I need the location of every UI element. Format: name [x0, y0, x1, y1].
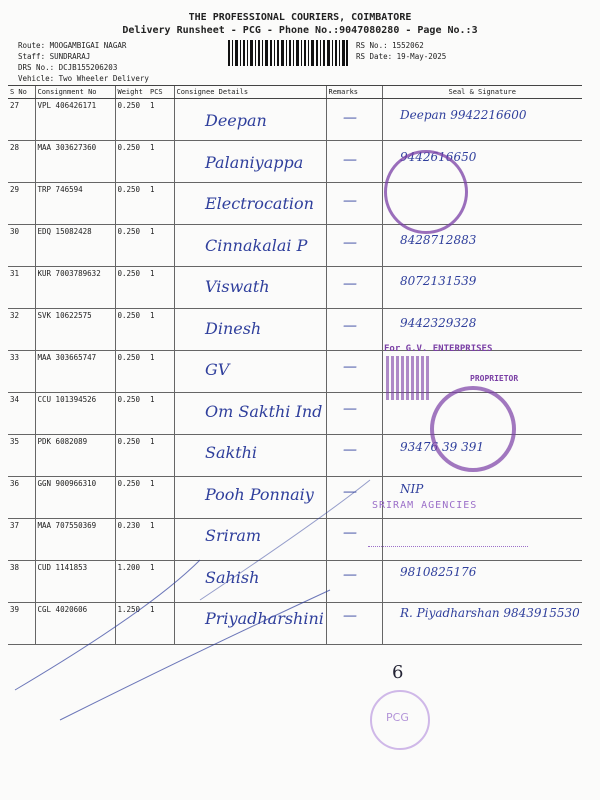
- weight: 0.250: [115, 309, 148, 351]
- consignment-no: TRP 746594: [35, 183, 115, 225]
- row-sno: 29: [8, 183, 35, 225]
- weight: 0.250: [115, 351, 148, 393]
- row-sno: 28: [8, 141, 35, 183]
- consignee-handwriting: Palaniyappa: [205, 152, 304, 172]
- consignment-no: MAA 303627360: [35, 141, 115, 183]
- runsheet-subtitle: Delivery Runsheet - PCG - Phone No.:9047080280 - Page No.:3: [122, 25, 478, 36]
- pieces: 1: [148, 435, 174, 477]
- table-header-row: [8, 86, 582, 99]
- consignment-no: CGL 4020606: [35, 603, 115, 645]
- col-sno: S No: [8, 86, 35, 99]
- col-weight: Weight: [115, 86, 148, 99]
- remark-dash: —: [343, 400, 357, 417]
- remark-dash: —: [343, 608, 357, 624]
- col-remarks: Remarks: [326, 86, 382, 99]
- col-consignment: Consignment No: [35, 86, 115, 99]
- rs-date: RS Date: 19-May-2025: [356, 52, 447, 61]
- row-sno: 39: [8, 603, 35, 645]
- consignment-no: GGN 900966310: [35, 477, 115, 519]
- signature-handwriting: 9442616650: [400, 149, 477, 164]
- signature-handwriting: R. Piyadharshan 9843915530: [400, 606, 580, 620]
- sriram-stamp-box: [368, 496, 528, 547]
- consignee-handwriting: Sakthi: [205, 443, 258, 462]
- weight: 0.250: [115, 267, 148, 309]
- row-sno: 31: [8, 267, 35, 309]
- row-sno: 35: [8, 435, 35, 477]
- remark-dash: —: [343, 317, 357, 334]
- company-name: THE PROFESSIONAL COURIERS, COIMBATORE: [188, 12, 412, 23]
- ge-stamp-block: [386, 356, 430, 400]
- table-row: [8, 351, 582, 393]
- consignment-no: MAA 707550369: [35, 519, 115, 561]
- barcode: [228, 40, 348, 66]
- row-sno: 32: [8, 309, 35, 351]
- row-sno: 33: [8, 351, 35, 393]
- pieces: 1: [148, 183, 174, 225]
- consignee-handwriting: Priyadharshini: [205, 609, 324, 628]
- proprietor-stamp-text: PROPRIETOR: [470, 374, 519, 383]
- weight: 0.250: [115, 183, 148, 225]
- vehicle-label: Vehicle: Two Wheeler Delivery: [18, 74, 149, 83]
- consignment-no: VPL 406426171: [35, 99, 115, 141]
- col-pcs: PCS: [148, 86, 174, 99]
- weight: 0.250: [115, 435, 148, 477]
- consignee-handwriting: Deepan: [205, 111, 267, 130]
- page-mark: 6: [392, 662, 404, 683]
- pieces: 1: [148, 351, 174, 393]
- consignment-no: CUD 1141853: [35, 561, 115, 603]
- consignee-cell: [174, 351, 326, 393]
- pieces: 1: [148, 309, 174, 351]
- remark-dash: —: [343, 151, 357, 168]
- pieces: 1: [148, 477, 174, 519]
- ge-stamp-text: For G.V. ENTERPRISES: [384, 344, 493, 354]
- consignment-no: SVK 10622575: [35, 309, 115, 351]
- signature-handwriting: 8072131539: [400, 274, 477, 288]
- table-row: [8, 561, 582, 603]
- consignee-handwriting: Pooh Ponnaiy: [205, 484, 314, 504]
- remark-dash: —: [343, 276, 357, 292]
- weight: 0.250: [115, 141, 148, 183]
- weight: 0.230: [115, 519, 148, 561]
- consignee-handwriting: Electrocation: [205, 194, 314, 213]
- route-label: Route: MOOGAMBIGAI NAGAR: [18, 41, 127, 50]
- consignment-no: EDQ 15082428: [35, 225, 115, 267]
- table-row: [8, 267, 582, 309]
- weight: 0.250: [115, 477, 148, 519]
- pieces: 1: [148, 99, 174, 141]
- remark-dash: —: [343, 193, 357, 209]
- row-sno: 37: [8, 519, 35, 561]
- consignment-no: MAA 303665747: [35, 351, 115, 393]
- consignment-no: KUR 7003789632: [35, 267, 115, 309]
- row-sno: 36: [8, 477, 35, 519]
- remark-dash: —: [343, 359, 357, 375]
- remark-dash: —: [343, 234, 357, 251]
- signature-handwriting: Deepan 9942216600: [400, 108, 527, 122]
- consignee-handwriting: GV: [205, 360, 230, 379]
- signature-handwriting: 9810825176: [400, 564, 477, 579]
- consignee-handwriting: Sahish: [205, 567, 260, 587]
- consignee-handwriting: Sriram: [205, 526, 262, 545]
- drs-label: DRS No.: DCJB155206203: [18, 63, 118, 72]
- row-sno: 27: [8, 99, 35, 141]
- row-sno: 38: [8, 561, 35, 603]
- pieces: 1: [148, 519, 174, 561]
- signature-handwriting: 93476 39 391: [400, 440, 484, 454]
- remark-dash: —: [343, 525, 357, 541]
- omsakthi-seal-icon: [430, 386, 516, 472]
- rs-number: RS No.: 1552062: [356, 41, 424, 50]
- consignee-handwriting: Dinesh: [205, 318, 262, 338]
- signature-handwriting: 9442329328: [400, 315, 477, 330]
- consignee-handwriting: Viswath: [205, 277, 270, 296]
- remark-dash: —: [343, 110, 357, 126]
- remark-dash: —: [343, 483, 357, 500]
- pieces: 1: [148, 225, 174, 267]
- weight: 0.250: [115, 225, 148, 267]
- pieces: 1: [148, 603, 174, 645]
- table-row: [8, 309, 582, 351]
- col-seal: Seal & Signature: [382, 86, 582, 99]
- signature-handwriting: 8428712883: [400, 232, 477, 247]
- col-consignee: Consignee Details: [174, 86, 326, 99]
- pieces: 1: [148, 393, 174, 435]
- pieces: 1: [148, 141, 174, 183]
- weight: 0.250: [115, 99, 148, 141]
- consignee-handwriting: Cinnakalai P: [205, 235, 308, 255]
- remark-dash: —: [343, 566, 357, 583]
- consignment-no: CCU 101394526: [35, 393, 115, 435]
- consignee-handwriting: Om Sakthi Ind: [205, 401, 323, 421]
- weight: 1.200: [115, 561, 148, 603]
- row-sno: 30: [8, 225, 35, 267]
- row-sno: 34: [8, 393, 35, 435]
- weight: 1.250: [115, 603, 148, 645]
- pcg-stamp-text: PCG: [386, 711, 409, 724]
- staff-label: Staff: SUNDRARAJ: [18, 52, 91, 61]
- pieces: 1: [148, 561, 174, 603]
- remark-dash: —: [343, 442, 357, 458]
- pieces: 1: [148, 267, 174, 309]
- weight: 0.250: [115, 393, 148, 435]
- sriram-stamp-text: SRIRAM AGENCIES: [372, 500, 478, 511]
- signature-handwriting: NIP: [400, 481, 424, 496]
- consignment-no: PDK 6082089: [35, 435, 115, 477]
- electrocation-seal-icon: [384, 150, 468, 234]
